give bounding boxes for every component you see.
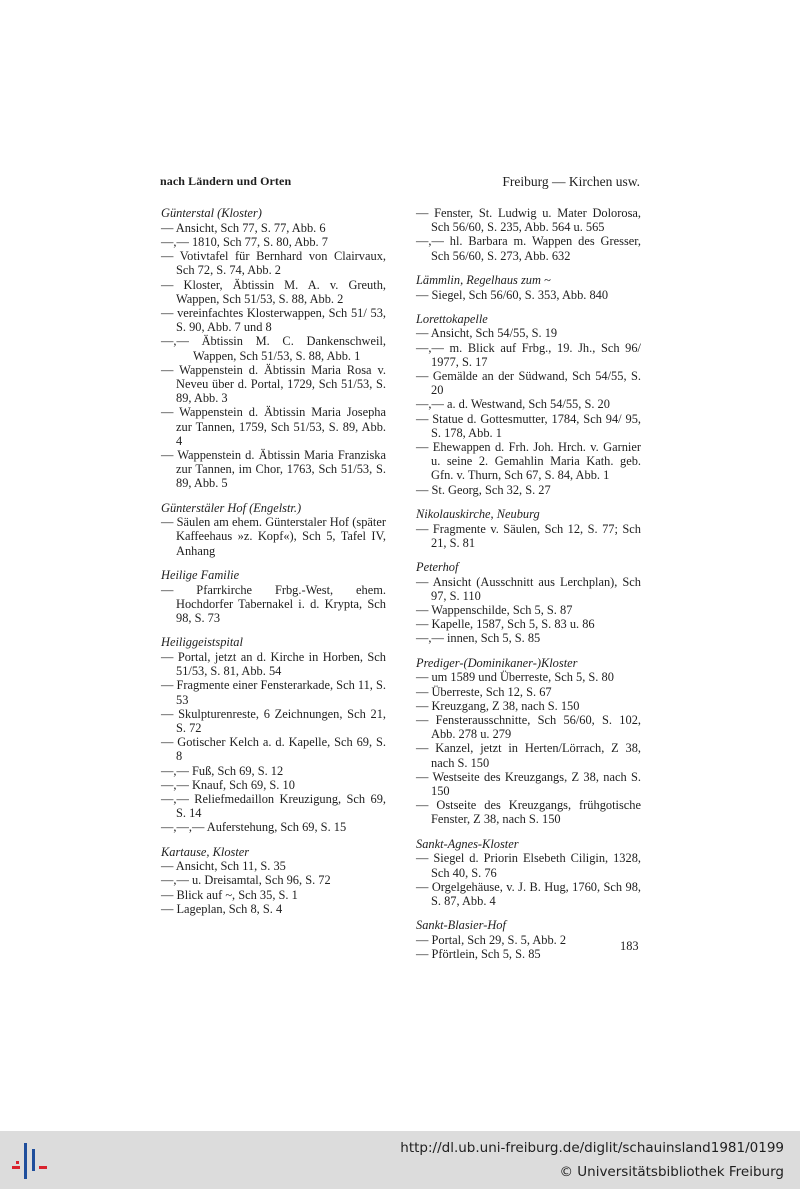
index-entry: — Fragmente v. Säulen, Sch 12, S. 77; Sch 21, S. 81 (416, 521, 641, 550)
index-section (161, 568, 386, 625)
index-entry: — Kreuzgang, Z 38, nach S. 150 (416, 698, 580, 713)
index-entry: — Pförtlein, Sch 5, S. 85 (416, 947, 541, 962)
index-entry: — Portal, jetzt an d. Kirche in Horben, Sch 51/53, S. 81, Abb. 54 (161, 649, 386, 679)
index-entry: — Gotischer Kelch a. d. Kapelle, Sch 69, S. 8 (161, 735, 386, 764)
section-title: Günterstäler Hof (Engelstr.) (161, 500, 302, 515)
index-entry: — vereinfachtes Klosterwappen, Sch 51/ 53, S. 90, Abb. 7 und 8 (161, 305, 386, 335)
index-column-left (161, 206, 386, 926)
index-entry: —,— m. Blick auf Frbg., 19. Jh., Sch 96/ 1977, S. 17 (416, 340, 641, 369)
copyright-notice: © Universitätsbibliothek Freiburg (559, 1164, 784, 1180)
index-entry: — Portal, Sch 29, S. 5, Abb. 2 (416, 932, 567, 947)
index-entry: — Wappenschilde, Sch 5, S. 87 (416, 603, 573, 618)
index-entry: — Ansicht, Sch 54/55, S. 19 (416, 326, 558, 341)
index-section (161, 206, 386, 491)
index-entry: —,— u. Dreisamtal, Sch 96, S. 72 (161, 873, 331, 888)
index-entry: —,—,— Auferstehung, Sch 69, S. 15 (161, 820, 347, 835)
section-title: Kartause, Kloster (161, 844, 250, 859)
index-entry: — Wappenstein d. Äbtissin Maria Rosa v. Neveu über d. Portal, 1729, Sch 51/53, S. 89, Abb. 3 (161, 362, 386, 406)
index-entry: —,— Fuß, Sch 69, S. 12 (161, 763, 284, 778)
index-entry: — Fenster, St. Ludwig u. Mater Dolorosa, Sch 56/60, S. 235, Abb. 564 u. 565 (416, 206, 641, 235)
index-entry: — Ehewappen d. Frh. Joh. Hrch. v. Garnier u. seine 2. Gemahlin Maria Kath. geb. Gfn. v. Thurn, Sch 67, S. 84, Abb. 1 (416, 440, 641, 483)
index-entry: — Ansicht, Sch 11, S. 35 (161, 859, 286, 874)
section-title: Prediger-(Dominikaner-)Kloster (416, 655, 578, 670)
index-entry: —,— hl. Barbara m. Wappen des Gresser, Sch 56/60, S. 273, Abb. 632 (416, 234, 641, 263)
index-entry: — Kapelle, 1587, Sch 5, S. 83 u. 86 (416, 617, 595, 632)
section-title: Lämmlin, Regelhaus zum ~ (416, 272, 551, 287)
index-entry: — Gemälde an der Südwand, Sch 54/55, S. 20 (416, 369, 641, 398)
index-entry: —,— Äbtissin M. C. Dankenschweil, Wappen, Sch 51/53, S. 88, Abb. 1 (161, 334, 386, 363)
section-title: Nikolauskirche, Neuburg (416, 506, 540, 521)
section-title: Lorettokapelle (416, 311, 488, 326)
permalink-url[interactable]: http://dl.ub.uni-freiburg.de/diglit/schauinsland1981/0199 (400, 1140, 784, 1156)
viewer-footer (0, 1131, 800, 1189)
index-entry: —,— innen, Sch 5, S. 85 (416, 631, 541, 646)
index-entry: — Fragmente einer Fensterarkade, Sch 11, S. 53 (161, 678, 386, 707)
index-column-right (416, 206, 641, 971)
index-entry: —,— 1810, Sch 77, S. 80, Abb. 7 (161, 234, 328, 249)
index-entry: — Lageplan, Sch 8, S. 4 (161, 901, 283, 916)
index-entry: —,— Knauf, Sch 69, S. 10 (161, 777, 295, 792)
running-header-right: Freiburg — Kirchen usw. (502, 174, 640, 189)
section-title: Günterstal (Kloster) (161, 206, 262, 220)
index-entry: —,— a. d. Westwand, Sch 54/55, S. 20 (416, 397, 610, 412)
section-title: Heiliggeistspital (161, 635, 243, 650)
section-title: Sankt-Blasier-Hof (416, 918, 506, 933)
index-section (416, 507, 641, 550)
index-entry: — Westseite des Kreuzgangs, Z 38, nach S. 150 (416, 769, 641, 799)
section-title: Heilige Familie (161, 567, 240, 582)
index-entry: — um 1589 und Überreste, Sch 5, S. 80 (416, 670, 614, 685)
index-entry: — Ostseite des Kreuzgangs, frühgotische Fenster, Z 38, nach S. 150 (416, 798, 641, 827)
index-section (161, 635, 386, 834)
index-section (416, 918, 641, 961)
index-section (416, 312, 641, 497)
index-section (416, 560, 641, 646)
index-entry: — Blick auf ~, Sch 35, S. 1 (161, 887, 298, 902)
index-section (416, 206, 641, 263)
index-entry: — Siegel, Sch 56/60, S. 353, Abb. 840 (416, 287, 609, 302)
index-entry: — Siegel d. Priorin Elsebeth Ciligin, 1328, Sch 40, S. 76 (416, 851, 641, 880)
index-entry: — Überreste, Sch 12, S. 67 (416, 684, 552, 699)
index-section (161, 845, 386, 917)
ub-freiburg-logo-icon[interactable] (10, 1141, 50, 1181)
index-entry: — St. Georg, Sch 32, S. 27 (416, 482, 551, 497)
running-header-left: nach Ländern und Orten (160, 174, 292, 188)
index-entry: — Ansicht, Sch 77, S. 77, Abb. 6 (161, 220, 326, 235)
index-entry: — Wappenstein d. Äbtissin Maria Franziska zur Tannen, im Chor, 1763, Sch 51/53, S. 89, Abb. 5 (161, 447, 386, 491)
index-section (416, 837, 641, 909)
index-entry: — Kloster, Äbtissin M. A. v. Greuth, Wappen, Sch 51/53, S. 88, Abb. 2 (161, 277, 386, 306)
index-entry: — Wappenstein d. Äbtissin Maria Josepha zur Tannen, 1759, Sch 51/53, S. 89, Abb. 4 (161, 405, 386, 448)
index-section (161, 501, 386, 558)
index-entry: —,— Reliefmedaillon Kreuzigung, Sch 69, S. 14 (161, 791, 386, 821)
section-title: Sankt-Agnes-Kloster (416, 836, 519, 851)
index-entry: — Skulpturenreste, 6 Zeichnungen, Sch 21, S. 72 (161, 706, 386, 735)
index-entry: — Kanzel, jetzt in Herten/Lörrach, Z 38, nach S. 150 (416, 741, 641, 770)
index-entry: — Fensterausschnitte, Sch 56/60, S. 102, Abb. 278 u. 279 (416, 713, 641, 742)
index-entry: — Säulen am ehem. Günterstaler Hof (später Kaffeehaus »z. Kopf«), Sch 5, Tafel IV, Anhang (161, 515, 386, 558)
index-section (416, 273, 641, 302)
index-section (416, 656, 641, 827)
index-entry: — Statue d. Gottesmutter, 1784, Sch 94/ 95, S. 178, Abb. 1 (416, 411, 641, 440)
section-title: Peterhof (416, 559, 459, 574)
index-entry: — Votivtafel für Bernhard von Clairvaux, Sch 72, S. 74, Abb. 2 (161, 249, 386, 278)
index-entry: — Pfarrkirche Frbg.-West, ehem. Hochdorfer Tabernakel i. d. Krypta, Sch 98, S. 73 (161, 582, 386, 625)
index-entry: — Orgelgehäuse, v. J. B. Hug, 1760, Sch 98, S. 87, Abb. 4 (416, 879, 641, 908)
page-number: 183 (620, 939, 639, 953)
index-entry: — Ansicht (Ausschnitt aus Lerchplan), Sch 97, S. 110 (416, 574, 641, 603)
